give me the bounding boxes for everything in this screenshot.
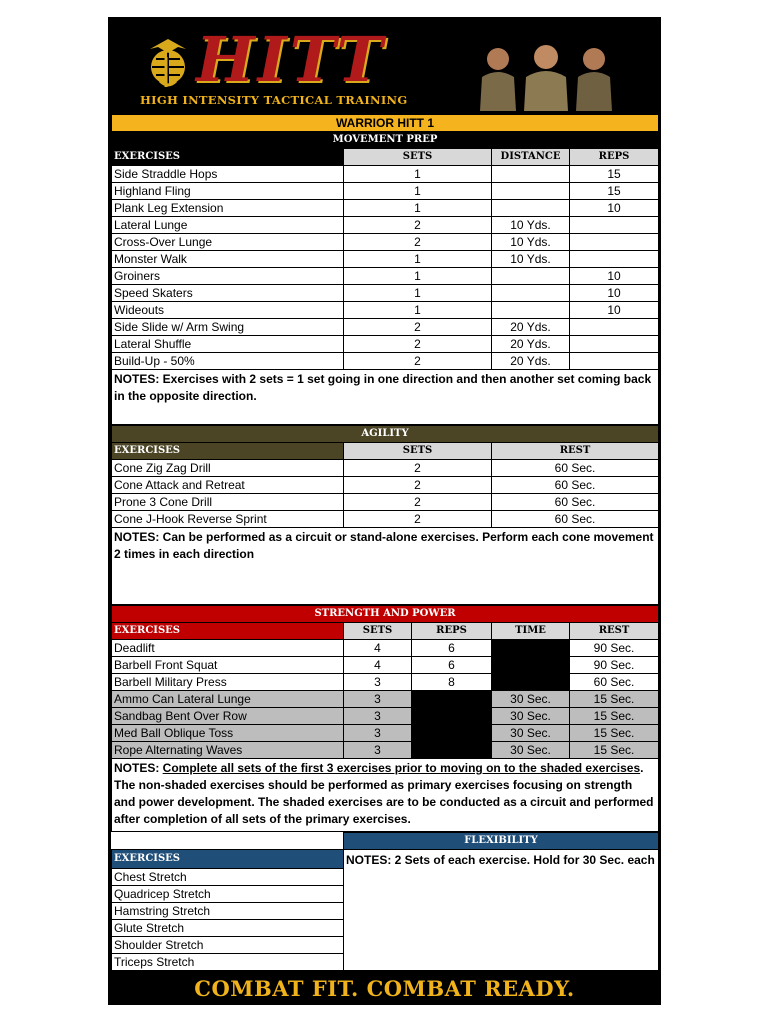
rest-value: 15 Sec. — [570, 742, 659, 759]
sets-value: 1 — [344, 200, 492, 217]
time-cell-blocked — [492, 657, 570, 674]
reps-cell-blocked — [412, 708, 492, 725]
reps-cell-blocked — [412, 742, 492, 759]
col-header: REST — [570, 623, 659, 640]
table-row-shaded — [112, 725, 659, 742]
exercise-name: Lateral Shuffle — [112, 336, 344, 353]
time-value: 30 Sec. — [492, 691, 570, 708]
col-header: EXERCISES — [112, 623, 344, 640]
movement-prep-title: MOVEMENT PREP — [112, 132, 659, 149]
sets-value: 2 — [344, 234, 492, 251]
exercise-name: Highland Fling — [112, 183, 344, 200]
rest-value: 60 Sec. — [492, 477, 659, 494]
table-row — [112, 674, 659, 691]
sets-value: 2 — [344, 494, 492, 511]
time-value: 30 Sec. — [492, 742, 570, 759]
movement-prep-table — [111, 114, 659, 425]
soldiers-image — [468, 37, 628, 111]
sets-value: 2 — [344, 217, 492, 234]
exercise-name: Barbell Front Squat — [112, 657, 344, 674]
sets-value: 3 — [344, 674, 412, 691]
exercise-name: Barbell Military Press — [112, 674, 344, 691]
sets-value: 4 — [344, 640, 412, 657]
reps-value: 10 — [570, 200, 659, 217]
rest-value: 60 Sec. — [570, 674, 659, 691]
table-row — [112, 251, 659, 268]
exercise-name: Hamstring Stretch — [112, 903, 344, 920]
eagle-globe-anchor-icon — [142, 35, 194, 91]
exercise-name: Glute Stretch — [112, 920, 344, 937]
col-header: DISTANCE — [492, 149, 570, 166]
exercise-name: Build-Up - 50% — [112, 353, 344, 370]
hitt-logo-title: HITT — [196, 23, 386, 96]
exercise-name: Side Straddle Hops — [112, 166, 344, 183]
table-row — [112, 166, 659, 183]
reps-value — [570, 251, 659, 268]
time-cell-blocked — [492, 674, 570, 691]
exercise-name: Shoulder Stretch — [112, 937, 344, 954]
table-row — [112, 183, 659, 200]
reps-value — [570, 353, 659, 370]
exercise-name: Cone Attack and Retreat — [112, 477, 344, 494]
agility-title: AGILITY — [112, 426, 659, 443]
exercise-name: Quadricep Stretch — [112, 886, 344, 903]
exercise-name: Triceps Stretch — [112, 954, 344, 971]
strength-table — [111, 605, 659, 832]
exercise-name: Chest Stretch — [112, 869, 344, 886]
sets-value: 1 — [344, 302, 492, 319]
sets-value: 1 — [344, 183, 492, 200]
notes-rest: . The non-shaded exercises should be performed as primary exercises focusing on strength and power development. The shaded exercises are to be conducted as a circuit and performed after completion of all sets of the primary exercises. — [114, 761, 654, 826]
table-row — [112, 657, 659, 674]
exercise-name: Ammo Can Lateral Lunge — [112, 691, 344, 708]
exercise-name: Cone J-Hook Reverse Sprint — [112, 511, 344, 528]
distance-value: 10 Yds. — [492, 251, 570, 268]
exercise-name: Sandbag Bent Over Row — [112, 708, 344, 725]
distance-value: 10 Yds. — [492, 234, 570, 251]
sets-value: 4 — [344, 657, 412, 674]
exercise-name: Prone 3 Cone Drill — [112, 494, 344, 511]
table-row — [112, 477, 659, 494]
distance-value — [492, 285, 570, 302]
distance-value — [492, 183, 570, 200]
table-row — [112, 268, 659, 285]
table-row — [112, 640, 659, 657]
rest-value: 90 Sec. — [570, 640, 659, 657]
rest-value: 60 Sec. — [492, 494, 659, 511]
workout-content — [111, 114, 658, 971]
col-header: SETS — [344, 443, 492, 460]
col-header: SETS — [344, 149, 492, 166]
table-row — [112, 285, 659, 302]
reps-value: 6 — [412, 640, 492, 657]
exercise-name: Plank Leg Extension — [112, 200, 344, 217]
sets-value: 2 — [344, 477, 492, 494]
notes-prefix: NOTES: — [114, 761, 163, 775]
notes-underlined: Complete all sets of the first 3 exercises prior to moving on to the shaded exercises — [162, 761, 641, 775]
distance-value — [492, 166, 570, 183]
rest-value: 60 Sec. — [492, 460, 659, 477]
sets-value: 2 — [344, 511, 492, 528]
distance-value — [492, 302, 570, 319]
rest-value: 15 Sec. — [570, 725, 659, 742]
distance-value: 20 Yds. — [492, 336, 570, 353]
hitt-sheet — [108, 17, 661, 1005]
sets-value: 2 — [344, 319, 492, 336]
time-value: 30 Sec. — [492, 708, 570, 725]
rest-value: 90 Sec. — [570, 657, 659, 674]
reps-cell-blocked — [412, 691, 492, 708]
table-row-shaded — [112, 691, 659, 708]
rest-value: 15 Sec. — [570, 708, 659, 725]
table-row-shaded — [112, 742, 659, 759]
rest-value: 15 Sec. — [570, 691, 659, 708]
exercise-name: Med Ball Oblique Toss — [112, 725, 344, 742]
reps-value: 8 — [412, 674, 492, 691]
time-value: 30 Sec. — [492, 725, 570, 742]
distance-value — [492, 200, 570, 217]
time-cell-blocked — [492, 640, 570, 657]
reps-cell-blocked — [412, 725, 492, 742]
table-row — [112, 511, 659, 528]
exercise-name: Side Slide w/ Arm Swing — [112, 319, 344, 336]
sets-value: 3 — [344, 691, 412, 708]
col-header: EXERCISES — [112, 149, 344, 166]
hitt-logo-subtitle: HIGH INTENSITY TACTICAL TRAINING — [140, 93, 408, 107]
sets-value: 2 — [344, 460, 492, 477]
col-header: EXERCISES — [112, 443, 344, 460]
footer-slogan: COMBAT FIT. COMBAT READY. — [108, 972, 661, 1005]
col-header: TIME — [492, 623, 570, 640]
table-row — [112, 336, 659, 353]
table-row — [112, 494, 659, 511]
reps-value — [570, 336, 659, 353]
sets-value: 2 — [344, 336, 492, 353]
table-row — [112, 353, 659, 370]
reps-value — [570, 234, 659, 251]
reps-value: 10 — [570, 285, 659, 302]
sets-value: 1 — [344, 251, 492, 268]
exercise-name: Deadlift — [112, 640, 344, 657]
col-header: REST — [492, 443, 659, 460]
agility-table — [111, 425, 659, 605]
distance-value — [492, 268, 570, 285]
exercise-name: Monster Walk — [112, 251, 344, 268]
flexibility-title: FLEXIBILITY — [344, 833, 659, 850]
table-row — [112, 234, 659, 251]
col-header: SETS — [344, 623, 412, 640]
reps-value: 15 — [570, 183, 659, 200]
rest-value: 60 Sec. — [492, 511, 659, 528]
exercise-name: Lateral Lunge — [112, 217, 344, 234]
table-row — [112, 460, 659, 477]
distance-value: 10 Yds. — [492, 217, 570, 234]
table-row-shaded — [112, 708, 659, 725]
table-row — [112, 200, 659, 217]
sets-value: 1 — [344, 285, 492, 302]
table-row — [112, 319, 659, 336]
exercise-name: Rope Alternating Waves — [112, 742, 344, 759]
table-row — [112, 302, 659, 319]
reps-value: 15 — [570, 166, 659, 183]
sets-value: 3 — [344, 742, 412, 759]
reps-value — [570, 319, 659, 336]
exercise-name: Groiners — [112, 268, 344, 285]
reps-value: 10 — [570, 302, 659, 319]
flexibility-notes: NOTES: 2 Sets of each exercise. Hold for 30 Sec. each — [344, 850, 659, 971]
reps-value — [570, 217, 659, 234]
reps-value: 6 — [412, 657, 492, 674]
col-header: REPS — [412, 623, 492, 640]
distance-value: 20 Yds. — [492, 353, 570, 370]
distance-value: 20 Yds. — [492, 319, 570, 336]
header-banner — [108, 17, 661, 113]
sets-value: 3 — [344, 725, 412, 742]
flexibility-table — [111, 832, 659, 971]
table-row — [112, 217, 659, 234]
exercise-name: Wideouts — [112, 302, 344, 319]
exercise-name: Cone Zig Zag Drill — [112, 460, 344, 477]
col-header: EXERCISES — [112, 850, 344, 869]
exercise-name: Cross-Over Lunge — [112, 234, 344, 251]
strength-notes — [112, 759, 659, 832]
exercise-name: Speed Skaters — [112, 285, 344, 302]
sets-value: 1 — [344, 166, 492, 183]
strength-title: STRENGTH AND POWER — [112, 606, 659, 623]
agility-notes: NOTES: Can be performed as a circuit or stand-alone exercises. Perform each cone movement 2 times in each direction — [112, 528, 659, 605]
sets-value: 3 — [344, 708, 412, 725]
reps-value: 10 — [570, 268, 659, 285]
workout-title: WARRIOR HITT 1 — [112, 115, 659, 132]
movement-prep-notes: NOTES: Exercises with 2 sets = 1 set going in one direction and then another set coming back in the opposite direction. — [112, 370, 659, 425]
sets-value: 2 — [344, 353, 492, 370]
col-header: REPS — [570, 149, 659, 166]
sets-value: 1 — [344, 268, 492, 285]
